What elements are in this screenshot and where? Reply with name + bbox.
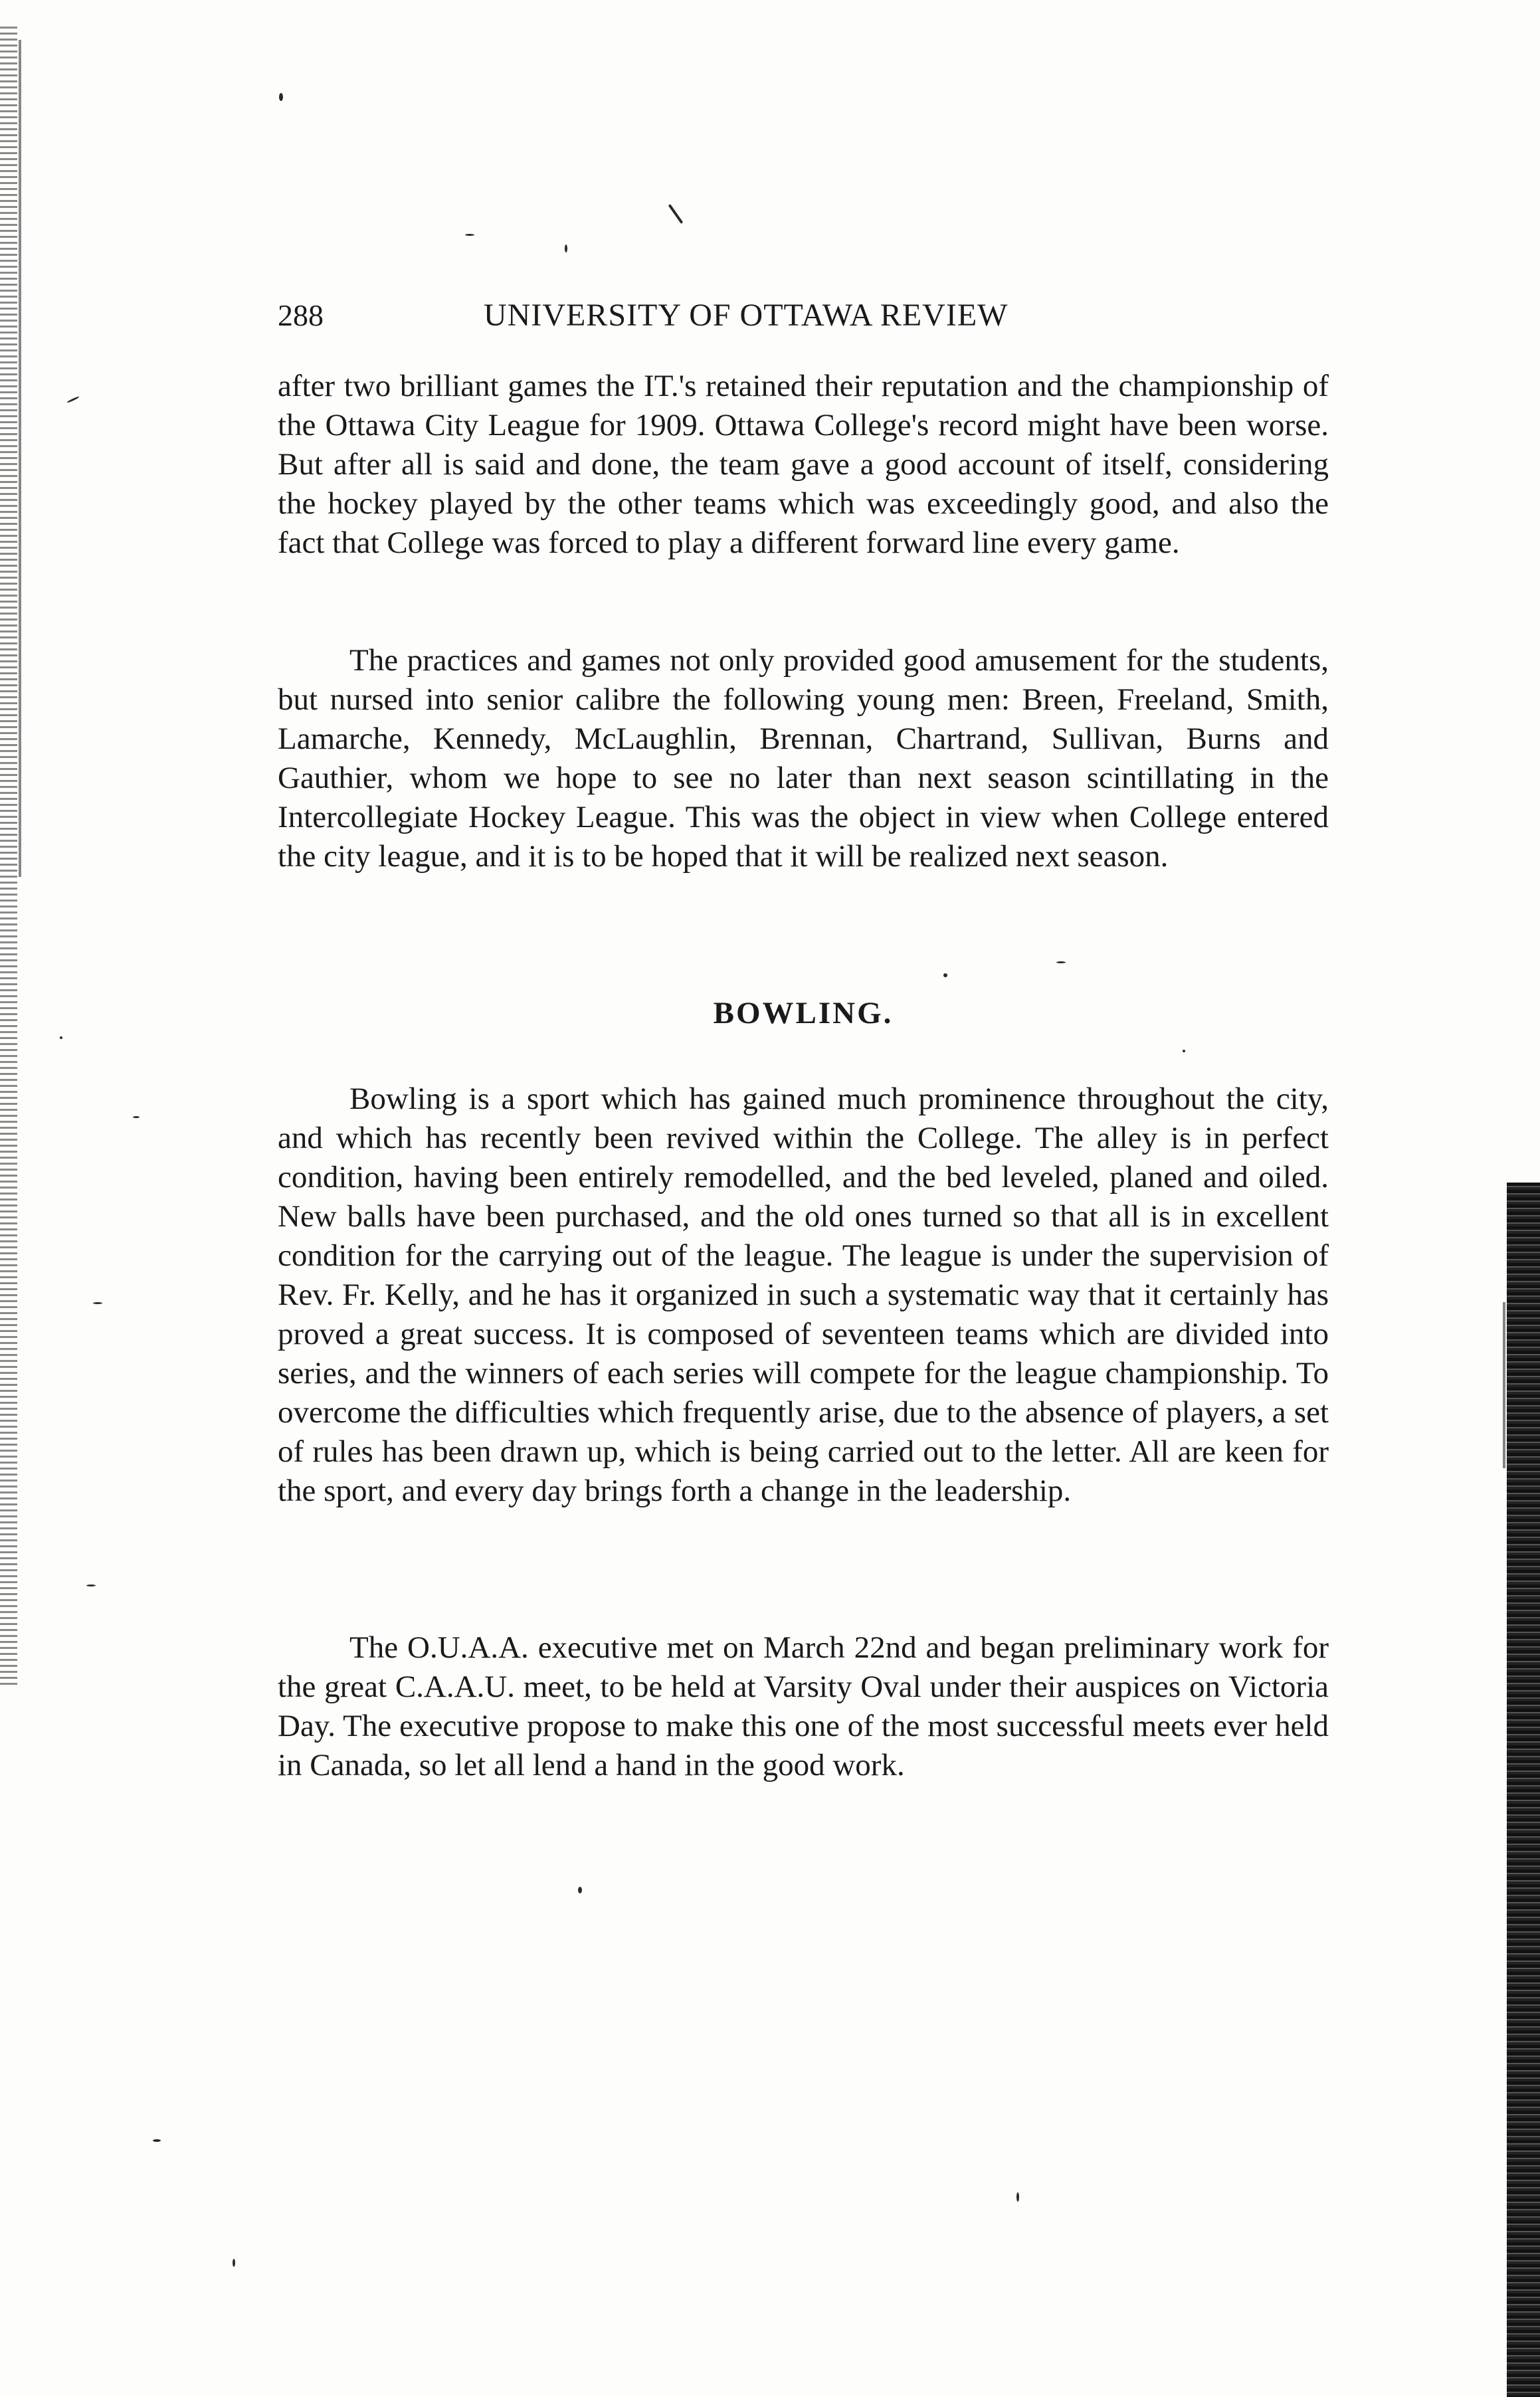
scan-speck bbox=[1016, 2192, 1019, 2202]
scan-speck bbox=[133, 1116, 140, 1118]
scan-speck bbox=[668, 204, 684, 224]
scan-speck bbox=[60, 1036, 62, 1039]
scan-speck bbox=[565, 244, 567, 252]
scan-speck bbox=[233, 2259, 235, 2267]
scan-speck bbox=[943, 973, 947, 977]
paragraph-hockey-result: after two brilliant games the IT.'s retained their reputation and the championship of the Ottawa City League for 1909. Ottawa College's record might have been worse. But after all is said and done, the team gave a good account of itself, considering the hockey played by the other teams which was exceedingly good, and also the fact that College was forced to play a different forward line every game. bbox=[278, 369, 1329, 560]
scan-speck bbox=[1183, 1050, 1185, 1052]
binding-shadow-line bbox=[19, 40, 21, 877]
scan-speck bbox=[465, 234, 474, 236]
page-number: 288 bbox=[278, 298, 324, 332]
scan-speck bbox=[1056, 961, 1066, 963]
paragraph-hockey-players: The practices and games not only provided good amusement for the students, but nursed into senior calibre the following young men: Breen, Freeland, Smith, Lamarche, Kennedy, McLaughlin, Brennan, Chartrand, Sullivan, Burns and Gauthier, whom we hope to see no later than next season scintillating in the Intercollegiate Hockey League. This was the object in view when College entered the city league, and it is to be hoped that it will be realized next season. bbox=[278, 643, 1329, 874]
scan-speck bbox=[153, 2139, 161, 2142]
paragraph-bowling-league: Bowling is a sport which has gained much prominence throughout the city, and which has recently been revived within the College. The alley is in perfect condition, having been entirely remodelled, and the bed leveled, planed and oiled. New balls have been purchased, and the old ones turned so that all is in excellent condition for the carrying out of the league. The league is under the supervision of Rev. Fr. Kelly, and he has it organized in such a systematic way that it certainly has proved a great success. It is composed of seventeen teams which are divided into series, and the winners of each series will compete for the league championship. To overcome the difficulties which frequently arise, due to the absence of players, a set of rules has been drawn up, which is being carried out to the letter. All are keen for the sport, and every day brings forth a change in the leadership. bbox=[278, 1082, 1329, 1508]
page-header bbox=[278, 292, 1329, 339]
scan-speck bbox=[93, 1302, 102, 1304]
scan-speck bbox=[86, 1584, 96, 1586]
scan-speck bbox=[66, 396, 79, 403]
paragraph-ouaa-executive: The O.U.A.A. executive met on March 22nd and began preliminary work for the great C.A.A.U. meet, to be held at Varsity Oval under their auspices on Victoria Day. The executive propose to make this one of the most successful meets ever held in Canada, so let all lend a hand in the good work. bbox=[278, 1630, 1329, 1782]
page-edge-right bbox=[1507, 1183, 1540, 2397]
running-title: UNIVERSITY OF OTTAWA REVIEW bbox=[484, 298, 1009, 333]
section-heading-bowling: BOWLING. bbox=[713, 996, 894, 1030]
page-edge-shadow bbox=[1503, 1302, 1505, 1468]
scan-speck bbox=[279, 93, 283, 101]
scan-speck bbox=[578, 1887, 582, 1893]
binding-edge-left bbox=[0, 27, 17, 1687]
